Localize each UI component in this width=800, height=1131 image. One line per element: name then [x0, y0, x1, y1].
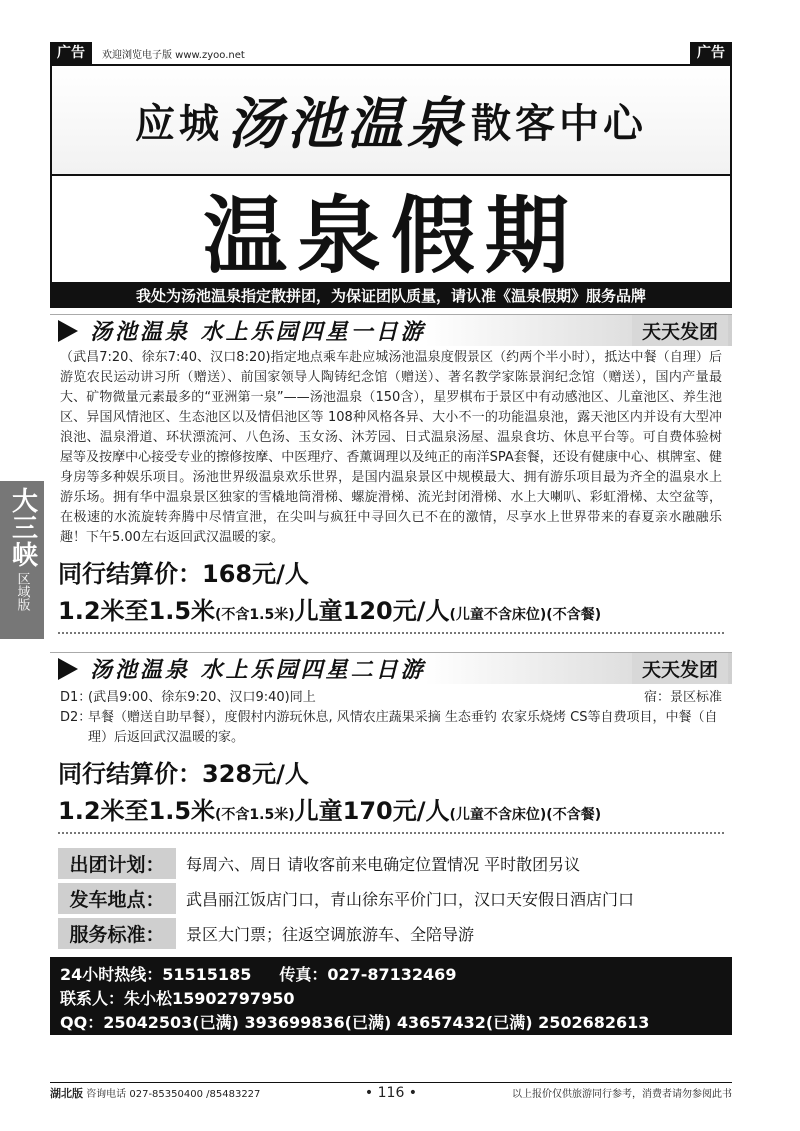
tour-two-day [50, 652, 732, 834]
side-tab-title: 大三峡 [7, 487, 38, 568]
service-value: 景区大门票；往返空调旅游车、全陪导游 [186, 925, 475, 944]
site-text: 欢迎浏览电子版 www.zyoo.net [102, 49, 245, 61]
tour-one-day [50, 314, 732, 634]
service-info [50, 846, 732, 951]
child-price-note: (儿童不含床位)(不含餐) [449, 807, 602, 823]
departure-key: 发车地点： [58, 883, 176, 914]
service-key: 服务标准： [58, 918, 176, 949]
brand-bar [50, 282, 732, 308]
tour-one-badge: 天天发团 [632, 315, 728, 346]
child-height-note: (不含1.5米) [215, 607, 295, 623]
child-height-range: 1.2米至1.5米 [58, 797, 216, 825]
main-title [50, 176, 732, 285]
advertisement-page [50, 42, 732, 1075]
footer-disclaimer: 以上报价仅供旅游同行参考，消费者请勿参阅此书 [512, 1089, 732, 1100]
service-row [50, 916, 732, 951]
footer-phone: 咨询电话 027-85350400 /85483227 [86, 1088, 261, 1100]
fax: 传真：027-87132469 [279, 965, 457, 984]
page-footer [50, 1082, 732, 1102]
hotline: 24小时热线：51515185 [60, 965, 252, 984]
tour-two-badge: 天天发团 [632, 653, 728, 684]
tour-two-title: 汤池温泉 水上乐园四星二日游 [90, 657, 426, 683]
divider [58, 832, 724, 834]
banner-part-3: 散客中心 [471, 99, 647, 147]
child-price: 儿童120元/人 [294, 597, 450, 625]
child-price: 儿童170元/人 [294, 797, 450, 825]
top-bar [50, 42, 732, 66]
triangle-icon [58, 658, 78, 680]
tour-two-child-price [50, 789, 732, 832]
banner-part-1: 应城 [135, 99, 223, 147]
footer-left [50, 1085, 331, 1101]
itinerary-day-1 [50, 688, 732, 708]
contact-person: 联系人：朱小松15902797950 [60, 989, 295, 1008]
day-1-label: D1： [60, 690, 92, 705]
departure-value: 武昌丽江饭店门口，青山徐东平价门口，汉口天安假日酒店门口 [186, 890, 635, 909]
day-1-text: (武昌9:00、徐东9:20、汉口9:40)同上 [88, 690, 316, 705]
side-edition-tab [0, 481, 44, 639]
tour-one-adult-price: 同行结算价：168元/人 [58, 560, 309, 588]
child-height-range: 1.2米至1.5米 [58, 597, 216, 625]
tour-two-adult-price: 同行结算价：328元/人 [58, 760, 309, 788]
schedule-value: 每周六、周日 请收客前来电确定位置情况 平时散团另议 [186, 855, 581, 874]
tour-one-child-price [50, 589, 732, 632]
contact-box [50, 957, 732, 1056]
main-title-text: 温泉假期 [202, 185, 579, 285]
tour-one-description: （武昌7:20、徐东7:40、汉口8:20)指定地点乘车赴应城汤池温泉度假景区（约两个半小时），抵达中餐（自理）后游览农民运动讲习所（赠送）、前国家领导人陶铸纪念馆（赠送）、著名教学家陈景润纪念馆（赠送），国内产量最大、矿物微量元素最多的“亚洲第一泉”——汤池温泉（150含），星罗棋布于景区中有动感池区、儿童池区、养生池区、异国风情池区、生态池区以及情侣池区等 108种风格各异、大小不一的功能温泉池，露天池区内并设有大型冲浪池、温泉滑道、环状漂流河、八色汤、玉女汤、沐芳园、日式温泉汤屋、温泉食坊、休息平台等。可自费体验树屋等及按摩中心接受专业的擦修按摩、中医理疗、香薰调理以及纯正的南洋SPA套餐，还设有健康中心、棋牌室、健身房等多种娱乐项目。汤池世界级温泉欢乐世界，是国内温泉景区中规模最大、拥有游乐项目最为齐全的温泉水上游乐场。拥有华中温泉景区独家的雪橇地筒滑梯、螺旋滑梯、流光封闭滑梯、水上大喇叭、彩虹滑梯、太空盆等，在极速的水流旋转奔腾中尽情宣泄，在尖叫与疯狂中寻回久已不在的激情，尽享水上世界带来的春夏亲水融融乐趣！下午5.00左右返回武汉温暖的家。 [60, 350, 722, 545]
company-banner [50, 66, 732, 176]
departure-row [50, 881, 732, 916]
tour-one-title: 汤池温泉 水上乐园四星一日游 [90, 319, 426, 345]
day-1-stay: 宿：景区标准 [643, 690, 722, 705]
child-price-note: (儿童不含床位)(不含餐) [449, 607, 602, 623]
qq-list: QQ：25042503(已满) 393699836(已满) 43657432(已满) 2502682613 43756432 [60, 1013, 650, 1056]
banner-part-2: 汤池温泉 [227, 91, 467, 157]
child-height-note: (不含1.5米) [215, 807, 295, 823]
brand-line: 我处为汤池温泉指定散拼团，为保证团队质量，请认准《温泉假期》服务品牌 [135, 286, 646, 305]
ad-label-left: 广告 [50, 42, 92, 64]
edition-label: 湖北版 [50, 1086, 83, 1100]
day-2-text: 早餐（赠送自助早餐），度假村内游玩休息, 风情农庄蔬果采摘 生态垂钓 农家乐烧烤 CS等自费项目，中餐（自理）后返回武汉温暖的家。 [88, 710, 718, 745]
schedule-key: 出团计划： [58, 848, 176, 879]
ad-label-right: 广告 [690, 42, 732, 64]
tour-one-header [50, 314, 732, 346]
tour-two-header [50, 652, 732, 684]
divider [58, 632, 724, 634]
schedule-row [50, 846, 732, 881]
side-tab-subtitle: 区域版 [14, 572, 30, 611]
page-number: • 116 • [364, 1084, 418, 1101]
contact-line-1 [60, 963, 722, 987]
triangle-icon [58, 320, 78, 342]
itinerary-day-2 [50, 708, 732, 748]
day-2-label: D2： [60, 710, 92, 725]
